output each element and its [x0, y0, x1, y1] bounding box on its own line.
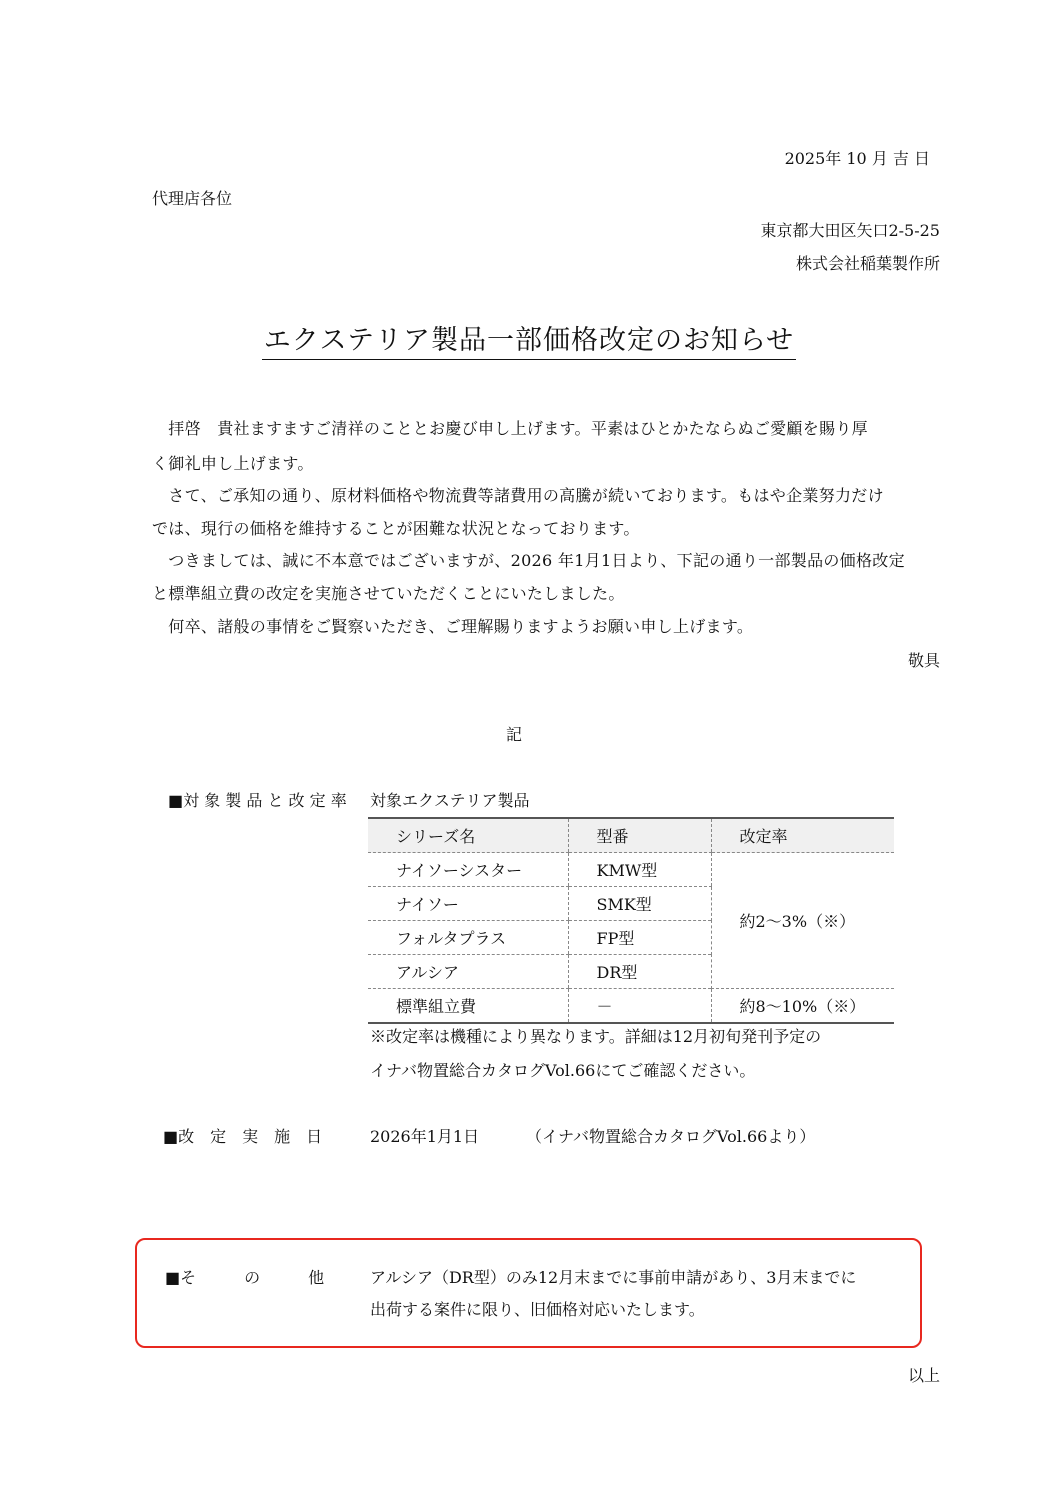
- closing-ijou: 以上: [907, 1366, 940, 1385]
- column-header-series: シリーズ名: [368, 818, 568, 853]
- body-line: 何卒、諸般の事情をご賢察いただき、ご理解賜りますようお願い申し上げます。: [152, 617, 754, 636]
- body-line: と標準組立費の改定を実施させていただくことにいたしました。: [152, 584, 625, 603]
- highlight-box: [135, 1238, 922, 1348]
- price-revision-table: [368, 817, 894, 1024]
- model-cell: SMK型: [568, 887, 711, 921]
- body-line: では、現行の価格を維持することが困難な状況となっております。: [152, 519, 640, 538]
- rate-cell: 約8～10%（※）: [711, 989, 894, 1024]
- body-line: く御礼申し上げます。: [152, 454, 314, 473]
- ki-heading: 記: [506, 725, 523, 744]
- table-note-line: ※改定率は機種により異なります。詳細は12月初旬発刊予定の: [370, 1027, 822, 1046]
- section-other-label: ■そ の 他: [165, 1268, 325, 1287]
- model-cell: FP型: [568, 921, 711, 955]
- series-cell: ナイソーシスター: [368, 853, 568, 887]
- series-cell: アルシア: [368, 955, 568, 989]
- effective-date-value: 2026年1月1日: [370, 1127, 480, 1146]
- section-effective-date-label: ■改 定 実 施 日: [163, 1127, 323, 1146]
- sender-company: 株式会社稲葉製作所: [795, 254, 940, 273]
- document-title-text: エクステリア製品一部価格改定のお知らせ: [262, 325, 796, 360]
- table-caption: 対象エクステリア製品: [370, 791, 530, 810]
- series-cell: フォルタプラス: [368, 921, 568, 955]
- other-note-line: 出荷する案件に限り、旧価格対応いたします。: [370, 1300, 705, 1319]
- document-date: 2025年 10 月 吉 日: [784, 149, 930, 168]
- rate-cell-merged: 約2～3%（※）: [711, 853, 894, 989]
- section-target-products-label: ■対 象 製 品 と 改 定 率: [168, 791, 347, 810]
- series-cell: ナイソー: [368, 887, 568, 921]
- effective-date-note: （イナバ物置総合カタログVol.66より）: [526, 1127, 816, 1146]
- other-note-line: アルシア（DR型）のみ12月末までに事前申請があり、3月末までに: [370, 1268, 857, 1287]
- table-row: [368, 853, 894, 887]
- keigu-closing: 敬具: [907, 651, 940, 670]
- body-line: さて、ご承知の通り、原材料価格や物流費等諸費用の高騰が続いております。もはや企業努力だけ: [152, 486, 884, 505]
- column-header-rate: 改定率: [711, 818, 894, 853]
- sender-address: 東京都大田区矢口2-5-25: [760, 221, 940, 240]
- table-row-assembly: [368, 989, 894, 1024]
- document-title: [0, 318, 1058, 357]
- table-header-row: [368, 818, 894, 853]
- model-cell: －: [568, 989, 711, 1024]
- model-cell: KMW型: [568, 853, 711, 887]
- addressee: 代理店各位: [152, 189, 233, 208]
- table-note-line: イナバ物置総合カタログVol.66にてご確認ください。: [370, 1061, 756, 1080]
- body-line: つきましては、誠に不本意ではございますが、2026 年1月1日より、下記の通り一部製品の価格改定: [152, 551, 905, 570]
- body-line: 拝啓 貴社ますますご清祥のこととお慶び申し上げます。平素はひとかたならぬご愛顧を賜り厚: [152, 419, 868, 438]
- series-cell: 標準組立費: [396, 997, 477, 1016]
- model-cell: DR型: [568, 955, 711, 989]
- column-header-model: 型番: [568, 818, 711, 853]
